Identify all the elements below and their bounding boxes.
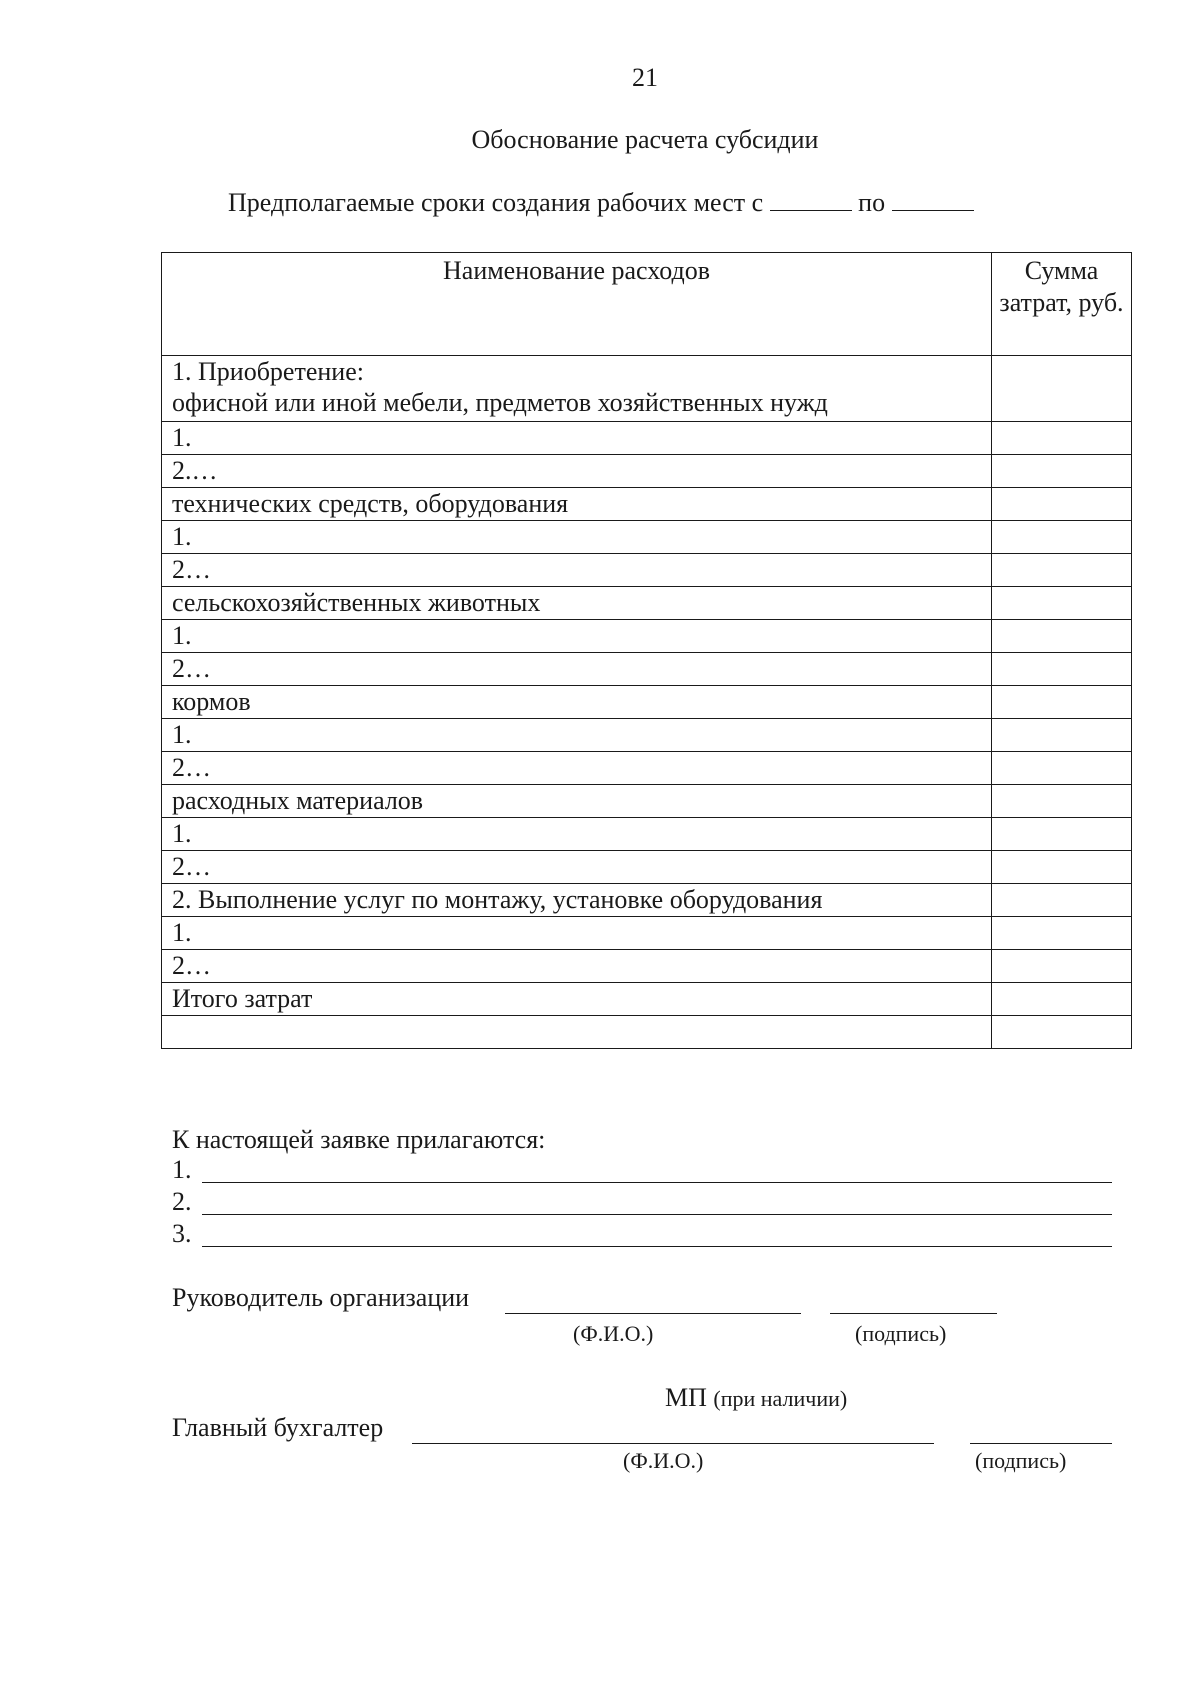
attachment-item bbox=[172, 1219, 1112, 1251]
expense-sum-cell[interactable] bbox=[992, 587, 1132, 620]
expense-name-cell: технических средств, оборудования bbox=[162, 488, 992, 521]
document-title: Обоснование расчета субсидии bbox=[471, 125, 819, 154]
table-row bbox=[162, 818, 1132, 851]
table-row bbox=[162, 455, 1132, 488]
expense-sum-cell[interactable] bbox=[992, 983, 1132, 1016]
table-row bbox=[162, 356, 1132, 422]
expense-sum-cell[interactable] bbox=[992, 851, 1132, 884]
attachment-number: 1. bbox=[172, 1155, 192, 1184]
attachment-field[interactable] bbox=[202, 1182, 1112, 1183]
expense-sum-cell[interactable] bbox=[992, 653, 1132, 686]
expense-name-cell: 1. bbox=[162, 422, 992, 455]
head-signature-caption: (подпись) bbox=[855, 1321, 947, 1346]
expense-name-cell: 2.… bbox=[162, 455, 992, 488]
expense-sum-cell[interactable] bbox=[992, 620, 1132, 653]
stamp-note bbox=[665, 1383, 847, 1413]
attachments-title: К настоящей заявке прилагаются: bbox=[172, 1125, 546, 1154]
attachment-item bbox=[172, 1187, 1112, 1219]
expense-sum-cell[interactable] bbox=[992, 818, 1132, 851]
accountant-label: Главный бухгалтер bbox=[172, 1413, 384, 1442]
table-row bbox=[162, 653, 1132, 686]
header-expense-sum: Сумма затрат, руб. bbox=[992, 253, 1132, 356]
head-label: Руководитель организации bbox=[172, 1283, 470, 1312]
attachment-item bbox=[172, 1155, 1112, 1187]
table-row bbox=[162, 983, 1132, 1016]
table-row bbox=[162, 422, 1132, 455]
table-row bbox=[162, 488, 1132, 521]
table-row bbox=[162, 950, 1132, 983]
table-row bbox=[162, 686, 1132, 719]
accountant-fio-caption: (Ф.И.О.) bbox=[623, 1448, 704, 1473]
expense-name-cell: сельскохозяйственных животных bbox=[162, 587, 992, 620]
expense-name-cell: 2. Выполнение услуг по монтажу, установке оборудования bbox=[162, 884, 992, 917]
expense-sum-cell[interactable] bbox=[992, 1016, 1132, 1049]
head-fio-field[interactable] bbox=[505, 1313, 801, 1314]
expense-name-cell: 1. bbox=[162, 521, 992, 554]
table-row bbox=[162, 1016, 1132, 1049]
accountant-signature-field[interactable] bbox=[970, 1443, 1112, 1444]
expense-name-cell: 2… bbox=[162, 950, 992, 983]
expense-sum-cell[interactable] bbox=[992, 554, 1132, 587]
expense-sum-cell[interactable] bbox=[992, 455, 1132, 488]
expense-name-cell: 2… bbox=[162, 653, 992, 686]
expense-name-cell: кормов bbox=[162, 686, 992, 719]
table-row bbox=[162, 521, 1132, 554]
period-end-field[interactable] bbox=[892, 190, 974, 211]
expense-name-cell: 1. bbox=[162, 719, 992, 752]
expense-sum-cell[interactable] bbox=[992, 950, 1132, 983]
expense-name-cell: 2… bbox=[162, 554, 992, 587]
expense-sum-cell[interactable] bbox=[992, 521, 1132, 554]
expense-name-cell: Итого затрат bbox=[162, 983, 992, 1016]
attachment-field[interactable] bbox=[202, 1214, 1112, 1215]
table-row bbox=[162, 884, 1132, 917]
header-expense-name: Наименование расходов bbox=[162, 253, 992, 356]
expense-name-cell bbox=[162, 1016, 992, 1049]
expense-name-cell: 1. bbox=[162, 818, 992, 851]
stamp-label: МП bbox=[665, 1383, 707, 1412]
table-row bbox=[162, 587, 1132, 620]
table-row bbox=[162, 851, 1132, 884]
attachment-number: 2. bbox=[172, 1187, 192, 1216]
page-number: 21 bbox=[632, 63, 658, 92]
expense-sum-cell[interactable] bbox=[992, 719, 1132, 752]
period-middle: по bbox=[858, 188, 886, 217]
period-start-field[interactable] bbox=[770, 190, 852, 211]
accountant-signature-caption: (подпись) bbox=[975, 1448, 1067, 1473]
table-row bbox=[162, 554, 1132, 587]
expense-name-cell: 1. bbox=[162, 620, 992, 653]
expense-name-cell: 2… bbox=[162, 851, 992, 884]
period-line bbox=[228, 188, 974, 218]
stamp-condition: (при наличии) bbox=[713, 1386, 848, 1411]
expense-name-cell: расходных материалов bbox=[162, 785, 992, 818]
expense-name-cell: 1. bbox=[162, 917, 992, 950]
expense-sum-cell[interactable] bbox=[992, 686, 1132, 719]
head-signature-field[interactable] bbox=[830, 1313, 997, 1314]
table-row bbox=[162, 752, 1132, 785]
expense-sum-cell[interactable] bbox=[992, 917, 1132, 950]
head-fio-caption: (Ф.И.О.) bbox=[573, 1321, 654, 1346]
attachment-field[interactable] bbox=[202, 1246, 1112, 1247]
expense-name-cell: 2… bbox=[162, 752, 992, 785]
expense-sum-cell[interactable] bbox=[992, 752, 1132, 785]
attachment-number: 3. bbox=[172, 1219, 192, 1248]
table-row bbox=[162, 785, 1132, 818]
expense-sum-cell[interactable] bbox=[992, 356, 1132, 422]
expenses-table bbox=[161, 252, 1132, 1049]
accountant-fio-field[interactable] bbox=[412, 1443, 934, 1444]
table-row bbox=[162, 917, 1132, 950]
expense-name-cell: 1. Приобретение: офисной или иной мебели, предметов хозяйственных нужд bbox=[162, 356, 992, 422]
expense-sum-cell[interactable] bbox=[992, 785, 1132, 818]
expense-sum-cell[interactable] bbox=[992, 422, 1132, 455]
table-row bbox=[162, 620, 1132, 653]
expense-sum-cell[interactable] bbox=[992, 488, 1132, 521]
period-prefix: Предполагаемые сроки создания рабочих мест с bbox=[228, 188, 764, 217]
expense-sum-cell[interactable] bbox=[992, 884, 1132, 917]
table-row bbox=[162, 719, 1132, 752]
